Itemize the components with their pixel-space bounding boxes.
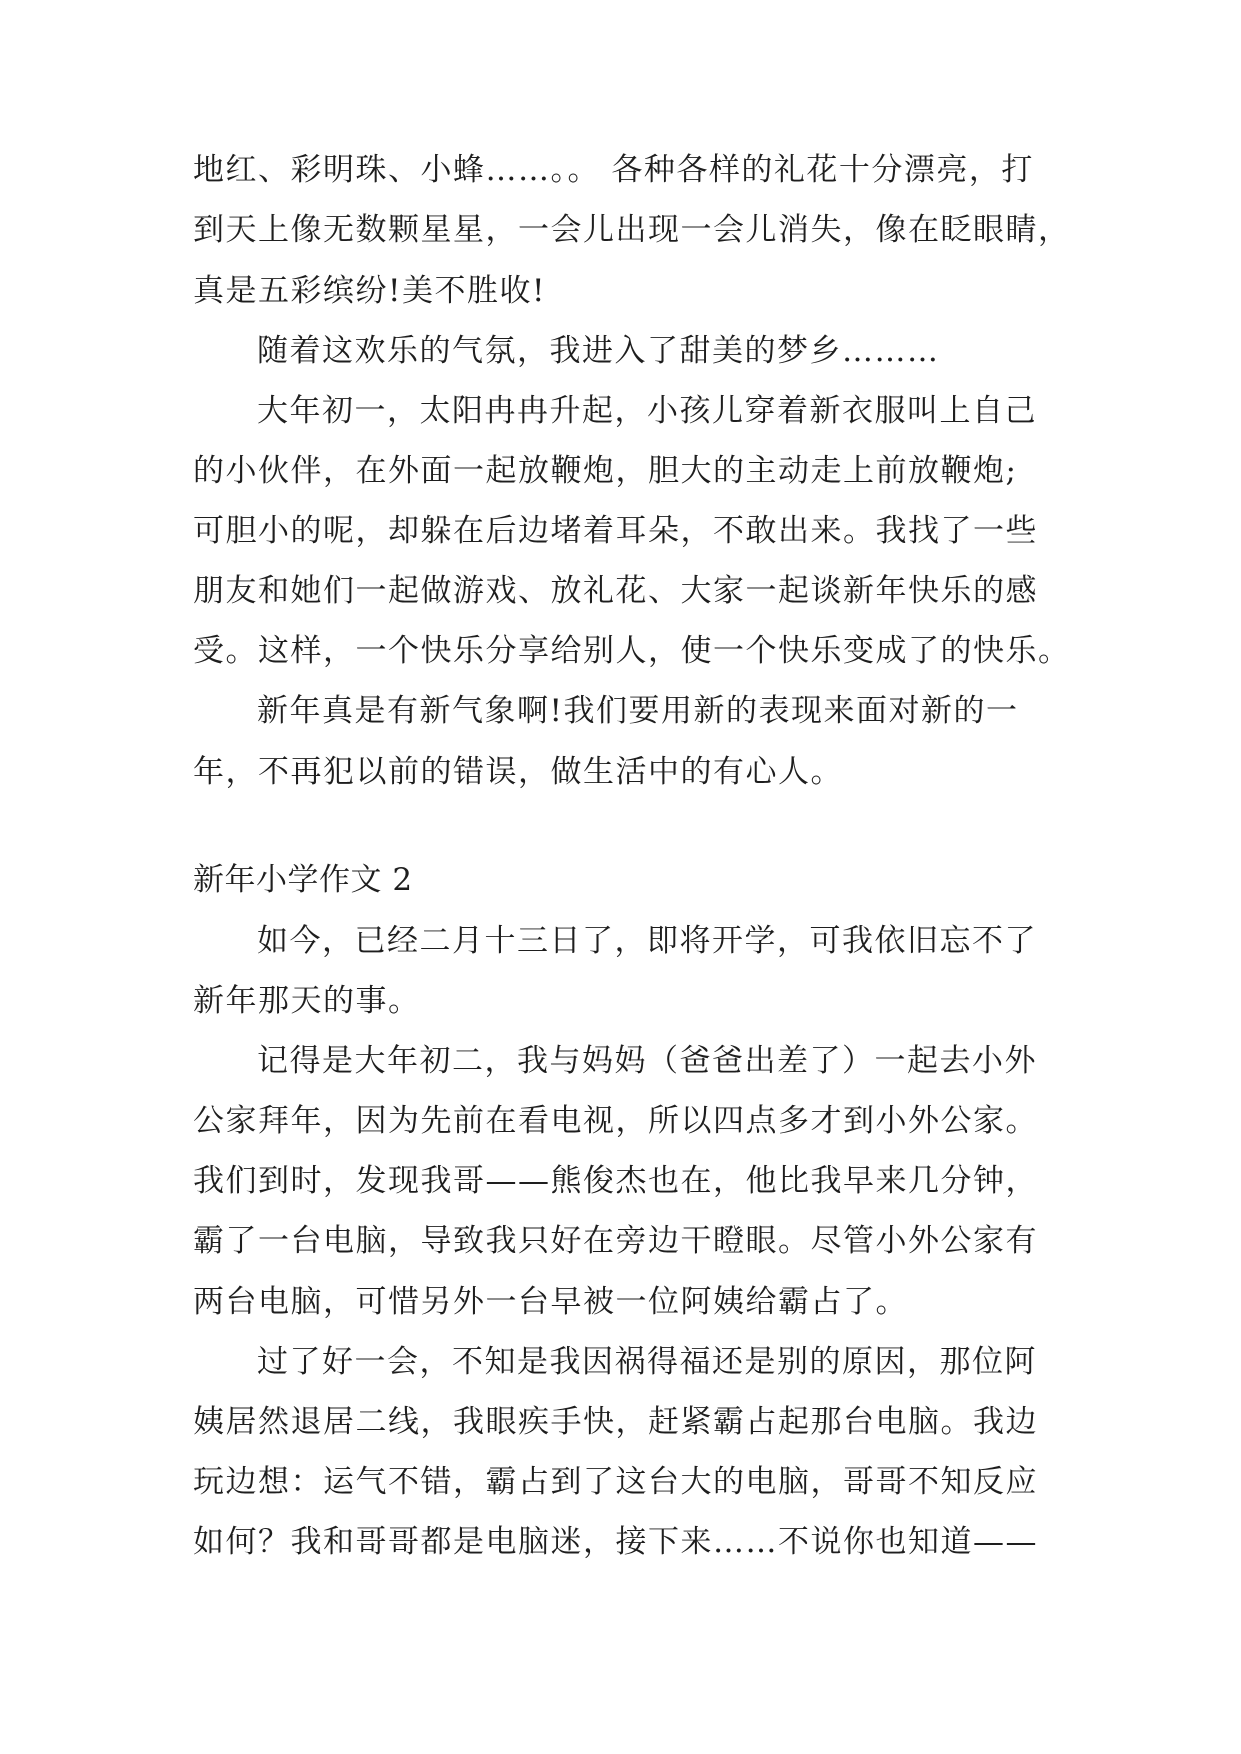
text-line: 到天上像无数颗星星，一会儿出现一会儿消失，像在眨眼睛， <box>193 212 1071 248</box>
paragraph-first-line: 随着这欢乐的气氛，我进入了甜美的梦乡……… <box>257 333 940 369</box>
paragraph-first-line: 大年初一，太阳冉冉升起，小孩儿穿着新衣服叫上自己 <box>257 393 1037 429</box>
text-line: 年，不再犯以前的错误，做生活中的有心人。 <box>193 754 843 790</box>
text-line: 朋友和她们一起做游戏、放礼花、大家一起谈新年快乐的感 <box>193 573 1038 609</box>
text-line: 霸了一台电脑，导致我只好在旁边干瞪眼。尽管小外公家有 <box>193 1223 1038 1259</box>
paragraph-first-line: 过了好一会，不知是我因祸得福还是别的原因，那位阿 <box>257 1344 1037 1380</box>
section-heading: 新年小学作文 2 <box>193 862 413 898</box>
text-line: 如何？我和哥哥都是电脑迷，接下来……不说你也知道—— <box>193 1524 1038 1560</box>
text-line: 我们到时，发现我哥——熊俊杰也在，他比我早来几分钟， <box>193 1163 1038 1199</box>
text-line: 地红、彩明珠、小蜂……。。 各种各样的礼花十分漂亮，打 <box>193 152 1034 188</box>
text-line: 姨居然退居二线，我眼疾手快，赶紧霸占起那台电脑。我边 <box>193 1404 1038 1440</box>
paragraph-first-line: 记得是大年初二，我与妈妈（爸爸出差了）一起去小外 <box>257 1043 1037 1079</box>
text-line: 公家拜年，因为先前在看电视，所以四点多才到小外公家。 <box>193 1103 1038 1139</box>
text-line: 真是五彩缤纷!美不胜收! <box>193 273 546 309</box>
text-line: 新年那天的事。 <box>193 983 421 1019</box>
text-line: 的小伙伴，在外面一起放鞭炮，胆大的主动走上前放鞭炮; <box>193 453 1018 489</box>
paragraph-first-line: 如今，已经二月十三日了，即将开学，可我依旧忘不了 <box>257 923 1037 959</box>
text-line: 可胆小的呢，却躲在后边堵着耳朵，不敢出来。我找了一些 <box>193 513 1038 549</box>
text-line: 受。这样，一个快乐分享给别人，使一个快乐变成了的快乐。 <box>193 633 1071 669</box>
text-line: 两台电脑，可惜另外一台早被一位阿姨给霸占了。 <box>193 1284 908 1320</box>
paragraph-first-line: 新年真是有新气象啊!我们要用新的表现来面对新的一 <box>257 693 1019 729</box>
text-line: 玩边想：运气不错，霸占到了这台大的电脑，哥哥不知反应 <box>193 1464 1038 1500</box>
